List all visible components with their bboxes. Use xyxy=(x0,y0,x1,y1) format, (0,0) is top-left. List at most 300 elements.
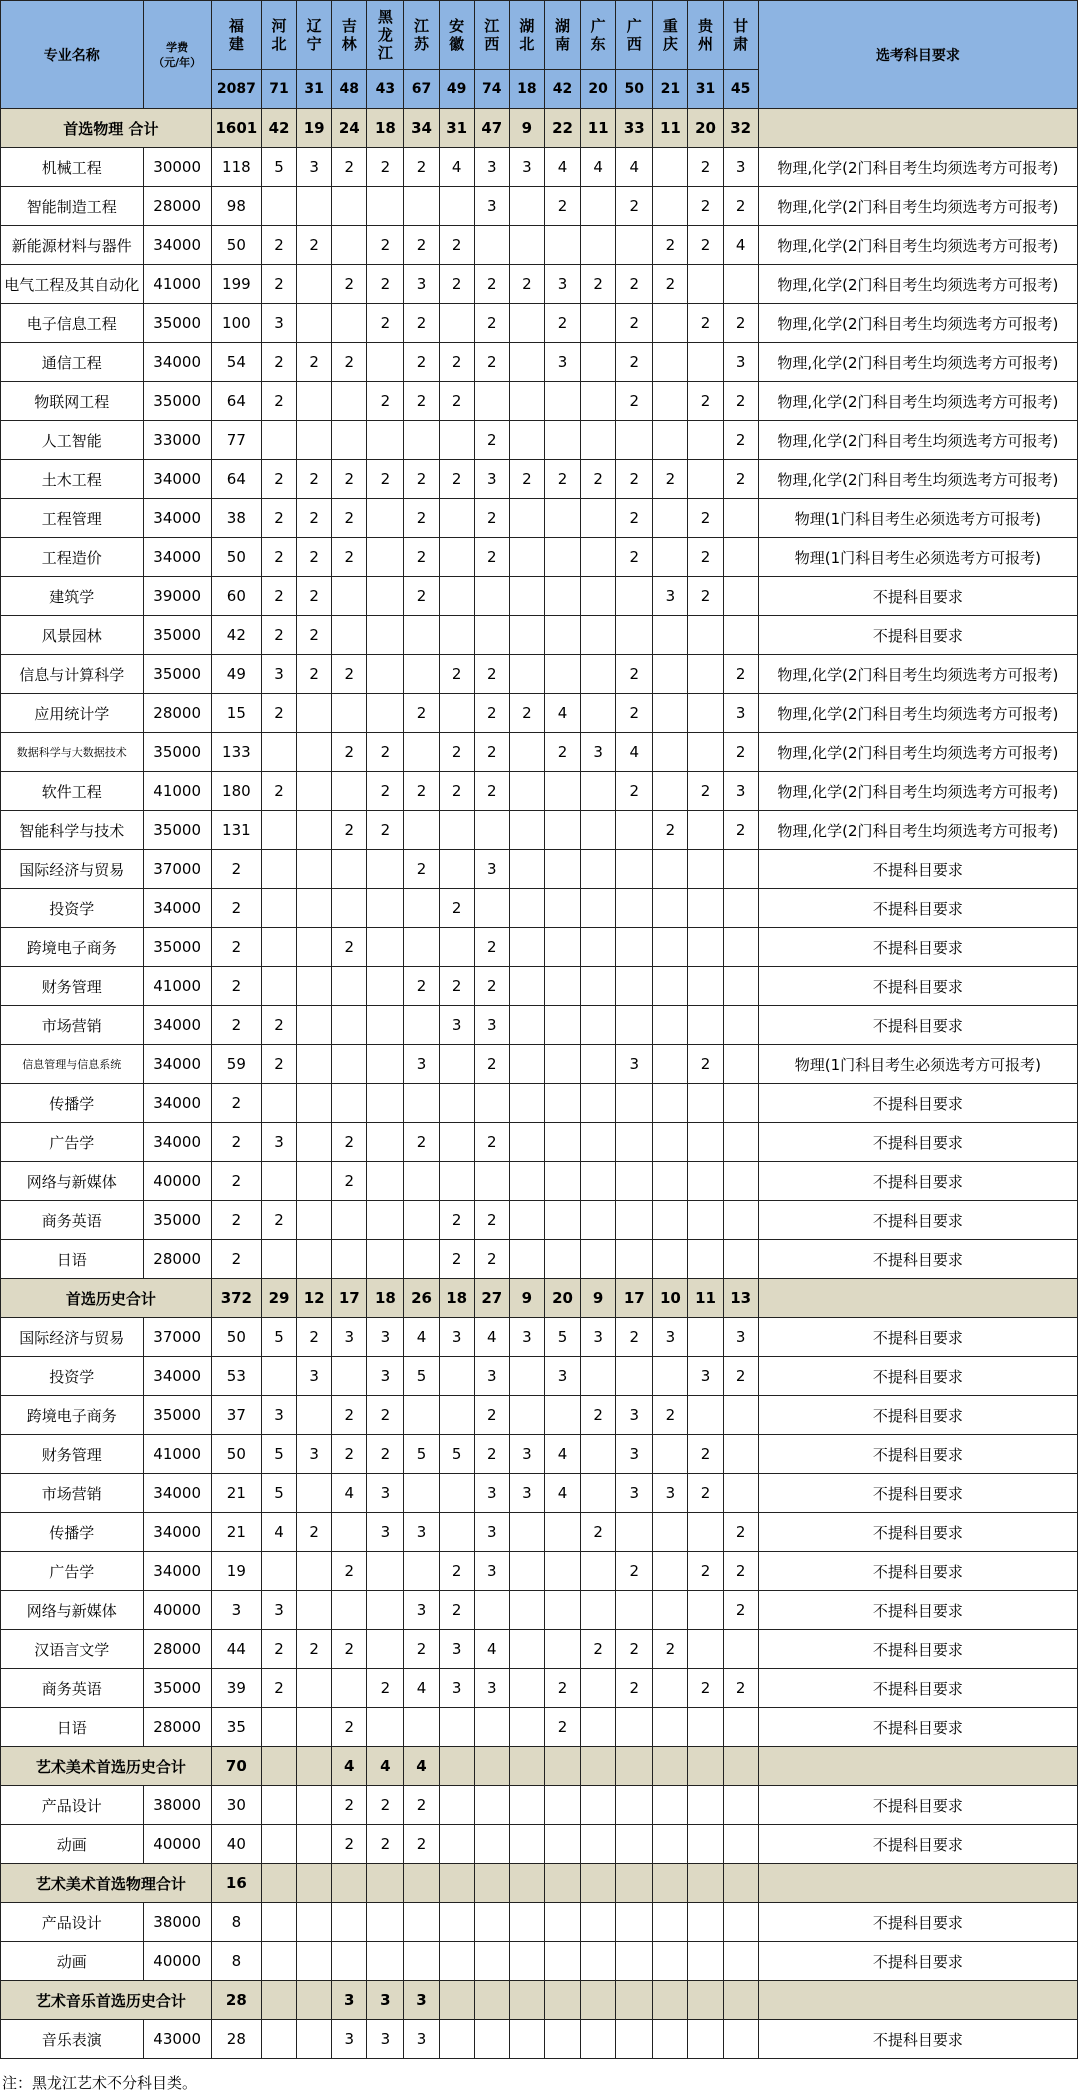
quota-cell xyxy=(688,2020,723,2059)
quota-cell xyxy=(404,616,439,655)
quota-cell: 2 xyxy=(688,1474,723,1513)
quota-cell xyxy=(509,187,544,226)
quota-cell: 2 xyxy=(616,538,653,577)
quota-cell: 2 xyxy=(439,967,474,1006)
province-name-char: 北 xyxy=(519,35,535,53)
major-name: 应用统计学 xyxy=(1,694,144,733)
quota-cell xyxy=(581,1942,616,1981)
quota-cell: 39 xyxy=(211,1669,261,1708)
section-total-cell: 372 xyxy=(211,1279,261,1318)
major-name-header: 专业名称 xyxy=(1,1,144,109)
major-name: 市场营销 xyxy=(1,1474,144,1513)
tuition-fee: 28000 xyxy=(143,694,211,733)
quota-cell: 2 xyxy=(367,1669,404,1708)
quota-cell xyxy=(509,772,544,811)
quota-cell xyxy=(653,1045,688,1084)
quota-cell: 2 xyxy=(474,343,509,382)
quota-cell xyxy=(261,1240,296,1279)
quota-cell: 2 xyxy=(332,460,367,499)
quota-cell: 2 xyxy=(723,655,758,694)
province-total: 42 xyxy=(544,70,580,109)
quota-cell: 2 xyxy=(211,1201,261,1240)
quota-cell xyxy=(509,1669,544,1708)
quota-cell: 2 xyxy=(332,1435,367,1474)
table-row xyxy=(1,1942,1078,1981)
major-name: 音乐表演 xyxy=(1,2020,144,2059)
table-row xyxy=(1,2020,1078,2059)
quota-cell xyxy=(581,226,616,265)
quota-cell: 2 xyxy=(581,1396,616,1435)
major-name: 电子信息工程 xyxy=(1,304,144,343)
quota-cell xyxy=(688,1786,723,1825)
quota-cell: 2 xyxy=(688,499,723,538)
quota-cell: 2 xyxy=(297,655,332,694)
quota-cell xyxy=(723,889,758,928)
quota-cell: 3 xyxy=(509,1435,544,1474)
quota-cell xyxy=(616,577,653,616)
quota-cell: 2 xyxy=(367,148,404,187)
quota-cell xyxy=(616,1006,653,1045)
subject-requirement: 不提科目要求 xyxy=(758,850,1077,889)
table-row xyxy=(1,1240,1078,1279)
quota-cell: 2 xyxy=(367,226,404,265)
province-name-char: 苏 xyxy=(413,35,429,53)
table-row xyxy=(1,1513,1078,1552)
tuition-fee: 35000 xyxy=(143,304,211,343)
quota-cell xyxy=(297,265,332,304)
quota-cell xyxy=(544,850,580,889)
quota-cell xyxy=(404,1474,439,1513)
major-name: 新能源材料与器件 xyxy=(1,226,144,265)
quota-cell xyxy=(404,421,439,460)
table-row xyxy=(1,421,1078,460)
quota-cell xyxy=(509,1786,544,1825)
quota-cell: 2 xyxy=(211,1123,261,1162)
quota-cell: 59 xyxy=(211,1045,261,1084)
table-row xyxy=(1,1630,1078,1669)
province-total: 50 xyxy=(616,70,653,109)
section-title: 首选物理 合计 xyxy=(1,109,212,148)
quota-cell: 2 xyxy=(332,1552,367,1591)
section-total-cell: 18 xyxy=(439,1279,474,1318)
quota-cell xyxy=(581,655,616,694)
section-total-cell: 9 xyxy=(509,109,544,148)
table-row xyxy=(1,1474,1078,1513)
section-total-cell: 20 xyxy=(544,1279,580,1318)
quota-cell xyxy=(616,928,653,967)
quota-cell xyxy=(653,1006,688,1045)
quota-cell xyxy=(439,694,474,733)
table-row xyxy=(1,1006,1078,1045)
quota-cell xyxy=(297,421,332,460)
tuition-header-label: 学费 xyxy=(166,40,189,54)
table-row xyxy=(1,1708,1078,1747)
quota-cell: 30 xyxy=(211,1786,261,1825)
quota-cell xyxy=(544,1825,580,1864)
quota-cell: 37 xyxy=(211,1396,261,1435)
quota-cell: 8 xyxy=(211,1942,261,1981)
tuition-fee: 34000 xyxy=(143,460,211,499)
quota-cell: 3 xyxy=(616,1045,653,1084)
quota-cell: 2 xyxy=(261,382,296,421)
quota-cell: 3 xyxy=(653,577,688,616)
section-total-cell: 70 xyxy=(211,1747,261,1786)
quota-cell xyxy=(544,1084,580,1123)
section-total-cell xyxy=(581,1747,616,1786)
quota-cell xyxy=(653,187,688,226)
table-row xyxy=(1,148,1078,187)
section-total-cell xyxy=(653,1981,688,2020)
quota-cell xyxy=(439,1123,474,1162)
quota-cell xyxy=(581,1591,616,1630)
section-total-cell xyxy=(723,1864,758,1903)
quota-cell xyxy=(439,1474,474,1513)
province-header xyxy=(544,1,580,70)
quota-cell xyxy=(297,304,332,343)
quota-cell xyxy=(367,850,404,889)
quota-cell xyxy=(688,1513,723,1552)
quota-cell: 2 xyxy=(367,265,404,304)
subject-requirement: 不提科目要求 xyxy=(758,1903,1077,1942)
quota-cell xyxy=(439,616,474,655)
quota-cell xyxy=(439,499,474,538)
section-total-cell xyxy=(439,1981,474,2020)
quota-cell xyxy=(332,187,367,226)
quota-cell: 3 xyxy=(509,148,544,187)
section-total-cell: 24 xyxy=(332,109,367,148)
quota-cell xyxy=(297,2020,332,2059)
quota-cell xyxy=(616,1708,653,1747)
quota-cell xyxy=(474,1825,509,1864)
section-total-cell: 13 xyxy=(723,1279,758,1318)
quota-cell xyxy=(367,1552,404,1591)
quota-cell: 2 xyxy=(297,460,332,499)
quota-cell xyxy=(509,382,544,421)
quota-cell xyxy=(688,811,723,850)
quota-cell: 2 xyxy=(367,460,404,499)
subject-requirement: 物理,化学(2门科目考生均须选考方可报考) xyxy=(758,772,1077,811)
subject-requirement: 物理,化学(2门科目考生均须选考方可报考) xyxy=(758,655,1077,694)
section-total-cell: 16 xyxy=(211,1864,261,1903)
section-total-cell xyxy=(616,1864,653,1903)
quota-cell: 4 xyxy=(544,1435,580,1474)
section-total-cell: 9 xyxy=(581,1279,616,1318)
section-total-cell xyxy=(439,1864,474,1903)
quota-cell xyxy=(474,889,509,928)
province-name-char: 福 xyxy=(228,17,244,35)
quota-cell xyxy=(544,1942,580,1981)
quota-cell: 2 xyxy=(439,1240,474,1279)
quota-cell: 2 xyxy=(439,772,474,811)
tuition-fee: 38000 xyxy=(143,1903,211,1942)
quota-cell xyxy=(367,1162,404,1201)
major-name: 网络与新媒体 xyxy=(1,1162,144,1201)
quota-cell xyxy=(723,616,758,655)
section-total-cell xyxy=(509,1981,544,2020)
subject-requirement: 物理,化学(2门科目考生均须选考方可报考) xyxy=(758,733,1077,772)
quota-cell xyxy=(723,1825,758,1864)
quota-cell: 2 xyxy=(439,1201,474,1240)
major-name: 风景园林 xyxy=(1,616,144,655)
quota-cell xyxy=(653,343,688,382)
section-total-cell xyxy=(474,1864,509,1903)
tuition-fee: 34000 xyxy=(143,343,211,382)
quota-cell xyxy=(297,187,332,226)
quota-cell xyxy=(653,1942,688,1981)
quota-cell: 98 xyxy=(211,187,261,226)
quota-cell: 3 xyxy=(367,1318,404,1357)
quota-cell xyxy=(509,1084,544,1123)
quota-cell xyxy=(367,1591,404,1630)
province-name-char: 北 xyxy=(271,35,287,53)
quota-cell xyxy=(332,304,367,343)
header-row-provinces xyxy=(1,1,1078,70)
quota-cell xyxy=(723,1396,758,1435)
table-row xyxy=(1,577,1078,616)
quota-cell: 2 xyxy=(474,655,509,694)
quota-cell xyxy=(297,1045,332,1084)
subject-requirement: 物理,化学(2门科目考生均须选考方可报考) xyxy=(758,148,1077,187)
quota-cell xyxy=(653,1669,688,1708)
province-name-char: 西 xyxy=(484,35,500,53)
quota-cell xyxy=(544,889,580,928)
quota-cell: 2 xyxy=(723,421,758,460)
table-row xyxy=(1,1435,1078,1474)
quota-cell: 53 xyxy=(211,1357,261,1396)
major-name: 国际经济与贸易 xyxy=(1,850,144,889)
province-total: 20 xyxy=(581,70,616,109)
quota-cell xyxy=(653,421,688,460)
quota-cell xyxy=(581,772,616,811)
quota-cell xyxy=(474,811,509,850)
section-title: 艺术美术首选历史合计 xyxy=(1,1747,212,1786)
quota-cell: 2 xyxy=(367,1435,404,1474)
quota-cell: 3 xyxy=(367,1513,404,1552)
quota-cell xyxy=(404,1084,439,1123)
quota-cell xyxy=(688,1162,723,1201)
province-total: 21 xyxy=(653,70,688,109)
quota-cell xyxy=(653,1591,688,1630)
tuition-fee: 34000 xyxy=(143,1006,211,1045)
quota-cell xyxy=(688,616,723,655)
quota-cell xyxy=(261,889,296,928)
subject-requirement: 不提科目要求 xyxy=(758,1630,1077,1669)
section-total-row xyxy=(1,1864,1078,1903)
quota-cell xyxy=(332,1084,367,1123)
quota-cell xyxy=(616,1513,653,1552)
quota-cell xyxy=(688,1708,723,1747)
quota-cell: 2 xyxy=(723,811,758,850)
quota-cell xyxy=(653,1708,688,1747)
quota-cell xyxy=(653,538,688,577)
quota-cell xyxy=(581,1006,616,1045)
quota-cell: 2 xyxy=(297,577,332,616)
quota-cell xyxy=(688,1396,723,1435)
quota-cell xyxy=(581,889,616,928)
province-name-char: 东 xyxy=(590,35,606,53)
section-total-cell: 29 xyxy=(261,1279,296,1318)
province-total: 2087 xyxy=(211,70,261,109)
quota-cell: 4 xyxy=(544,694,580,733)
subject-requirement: 物理(1门科目考生必须选考方可报考) xyxy=(758,538,1077,577)
quota-cell: 2 xyxy=(474,1201,509,1240)
table-row xyxy=(1,1396,1078,1435)
quota-cell xyxy=(723,1201,758,1240)
quota-cell: 3 xyxy=(261,1123,296,1162)
quota-cell: 2 xyxy=(439,343,474,382)
quota-cell xyxy=(581,1552,616,1591)
quota-cell xyxy=(367,1903,404,1942)
quota-cell: 2 xyxy=(297,343,332,382)
quota-cell: 2 xyxy=(616,694,653,733)
subject-requirement: 物理,化学(2门科目考生均须选考方可报考) xyxy=(758,421,1077,460)
subject-requirement: 物理,化学(2门科目考生均须选考方可报考) xyxy=(758,265,1077,304)
subject-requirement: 物理,化学(2门科目考生均须选考方可报考) xyxy=(758,460,1077,499)
quota-cell xyxy=(332,577,367,616)
quota-cell xyxy=(723,967,758,1006)
quota-cell: 5 xyxy=(261,148,296,187)
province-total: 18 xyxy=(509,70,544,109)
tuition-fee: 35000 xyxy=(143,1669,211,1708)
quota-cell: 3 xyxy=(474,1513,509,1552)
quota-cell xyxy=(261,733,296,772)
section-total-cell: 34 xyxy=(404,109,439,148)
quota-cell xyxy=(404,889,439,928)
quota-cell: 3 xyxy=(723,1318,758,1357)
quota-cell xyxy=(688,967,723,1006)
quota-cell xyxy=(439,1786,474,1825)
quota-cell: 3 xyxy=(688,1357,723,1396)
quota-cell: 3 xyxy=(544,1357,580,1396)
tuition-fee: 34000 xyxy=(143,226,211,265)
quota-cell: 2 xyxy=(474,694,509,733)
quota-cell: 2 xyxy=(723,1552,758,1591)
tuition-fee: 33000 xyxy=(143,421,211,460)
quota-cell xyxy=(581,1669,616,1708)
quota-cell: 3 xyxy=(544,265,580,304)
quota-cell xyxy=(439,538,474,577)
quota-cell: 2 xyxy=(261,499,296,538)
quota-cell xyxy=(332,421,367,460)
province-name-char: 西 xyxy=(626,35,642,53)
quota-cell: 2 xyxy=(616,187,653,226)
quota-cell: 4 xyxy=(581,148,616,187)
quota-cell: 2 xyxy=(616,304,653,343)
quota-cell: 44 xyxy=(211,1630,261,1669)
quota-cell xyxy=(404,1240,439,1279)
major-name: 商务英语 xyxy=(1,1669,144,1708)
province-total: 31 xyxy=(688,70,723,109)
quota-cell xyxy=(688,1630,723,1669)
quota-cell: 2 xyxy=(211,850,261,889)
tuition-fee: 28000 xyxy=(143,1630,211,1669)
major-name: 工程造价 xyxy=(1,538,144,577)
quota-cell xyxy=(723,1942,758,1981)
major-name: 人工智能 xyxy=(1,421,144,460)
quota-cell: 4 xyxy=(474,1318,509,1357)
quota-cell xyxy=(581,1162,616,1201)
province-name-char: 肃 xyxy=(733,35,749,53)
quota-cell xyxy=(261,1903,296,1942)
quota-cell xyxy=(544,538,580,577)
quota-cell xyxy=(404,187,439,226)
table-row xyxy=(1,928,1078,967)
subject-requirement: 不提科目要求 xyxy=(758,967,1077,1006)
quota-cell: 5 xyxy=(404,1357,439,1396)
section-total-cell: 11 xyxy=(688,1279,723,1318)
quota-cell: 3 xyxy=(544,343,580,382)
quota-cell xyxy=(367,1084,404,1123)
quota-cell: 3 xyxy=(474,1006,509,1045)
quota-cell xyxy=(544,967,580,1006)
quota-cell xyxy=(332,1513,367,1552)
quota-cell xyxy=(544,421,580,460)
quota-cell xyxy=(261,1357,296,1396)
section-total-cell xyxy=(544,1747,580,1786)
quota-cell xyxy=(723,2020,758,2059)
section-total-cell: 12 xyxy=(297,1279,332,1318)
quota-cell xyxy=(332,1240,367,1279)
quota-cell: 2 xyxy=(474,304,509,343)
quota-cell xyxy=(404,1708,439,1747)
quota-cell xyxy=(653,1162,688,1201)
quota-cell xyxy=(581,343,616,382)
quota-cell xyxy=(297,1786,332,1825)
province-name-char: 河 xyxy=(271,17,287,35)
table-header xyxy=(1,1,1078,109)
quota-cell: 5 xyxy=(261,1474,296,1513)
section-total-cell xyxy=(261,1864,296,1903)
table-row xyxy=(1,733,1078,772)
major-name: 通信工程 xyxy=(1,343,144,382)
subject-requirement: 不提科目要求 xyxy=(758,889,1077,928)
section-total-cell xyxy=(474,1747,509,1786)
province-total: 31 xyxy=(297,70,332,109)
quota-cell xyxy=(544,1045,580,1084)
quota-cell: 15 xyxy=(211,694,261,733)
major-name: 物联网工程 xyxy=(1,382,144,421)
subject-requirement: 不提科目要求 xyxy=(758,1396,1077,1435)
quota-cell: 2 xyxy=(544,460,580,499)
quota-cell xyxy=(332,382,367,421)
quota-cell xyxy=(474,1708,509,1747)
quota-cell: 131 xyxy=(211,811,261,850)
quota-cell: 49 xyxy=(211,655,261,694)
quota-cell xyxy=(688,421,723,460)
province-name-char: 黑 xyxy=(377,8,393,26)
quota-cell: 2 xyxy=(211,1006,261,1045)
quota-cell: 2 xyxy=(261,265,296,304)
table-row xyxy=(1,1903,1078,1942)
quota-cell: 2 xyxy=(474,733,509,772)
quota-cell: 3 xyxy=(439,1669,474,1708)
major-name: 产品设计 xyxy=(1,1903,144,1942)
quota-cell xyxy=(509,577,544,616)
section-total-cell xyxy=(544,1864,580,1903)
quota-cell xyxy=(297,928,332,967)
quota-cell: 2 xyxy=(211,967,261,1006)
table-row xyxy=(1,1201,1078,1240)
table-row xyxy=(1,655,1078,694)
section-total-cell xyxy=(688,1864,723,1903)
quota-cell: 2 xyxy=(211,928,261,967)
quota-cell xyxy=(616,1786,653,1825)
table-row xyxy=(1,304,1078,343)
quota-cell: 3 xyxy=(616,1396,653,1435)
section-requirement-cell xyxy=(758,1747,1077,1786)
quota-cell xyxy=(367,1006,404,1045)
quota-cell: 2 xyxy=(367,1786,404,1825)
